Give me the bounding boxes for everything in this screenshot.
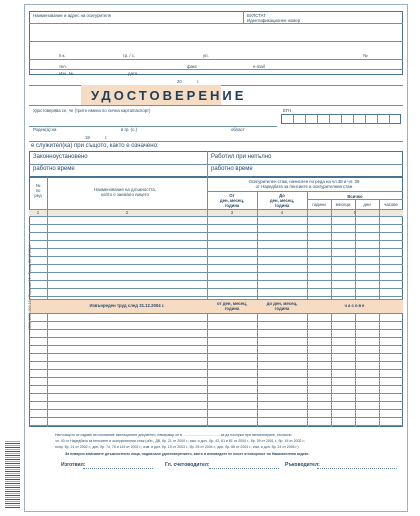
table-row-line xyxy=(29,224,403,225)
print-code: ISBN 1000-002-10 • Поръчка 21 • Тираж 22.12.2014 xyxy=(28,244,32,330)
certificate-sheet xyxy=(24,4,408,512)
overtime-to: до ден, месец, година xyxy=(266,301,298,311)
number-label: № xyxy=(363,53,368,58)
postcode-label: п.к. xyxy=(59,53,66,58)
header-box xyxy=(29,11,403,75)
document-title: УДОСТОВЕРЕНИЕ xyxy=(91,88,247,103)
table-row-line xyxy=(29,385,403,386)
overtime-label: Извънреден труд след 31.12.2004 г. xyxy=(89,303,165,308)
footer-line-1: Настоящото се издава на основание изплащаните документи, намиращи се в ...................................... за да послужи при пенсиониране, съгласно xyxy=(55,433,292,437)
year-prefix: 20 xyxy=(177,79,182,84)
col-no-header: № по ред xyxy=(34,183,42,198)
chief-accountant-label: Гл. счетоводител: xyxy=(165,462,210,468)
num-3: 3 xyxy=(230,210,234,215)
table-row-line xyxy=(29,248,403,249)
footer-note: За невярно вписаните длъжностните лица, подписали удостоверението, както и изповедите не носят отговорност по Наказателния кодекс. xyxy=(65,452,310,456)
overtime-from: от ден, месец, година xyxy=(216,301,248,311)
table-row-line xyxy=(29,393,403,394)
city-label: гр. / с. xyxy=(123,53,136,58)
employment-statement: е служител(ка) при същото, както е означено: xyxy=(31,143,159,149)
prepared-by-label: Изготвил: xyxy=(61,462,86,468)
barcode-image xyxy=(5,440,20,508)
birth-year-unit: г. xyxy=(105,135,108,140)
num-1: 1 xyxy=(36,210,40,215)
table-row-line xyxy=(29,321,403,322)
email-label: e-mail xyxy=(253,64,265,69)
table-row-line xyxy=(29,232,403,233)
footer-line-3: попр. бр. 21 от 2002 г.; доп. бр. 74, 76 и 119 от 2002 г.; изм. и доп. бр. 19 от 2003 г., бр. 25 от 2004 г.; доп. бр. 68 от 2004 г.; изм. и доп. бр. 24 от 2005 г.) xyxy=(55,445,299,449)
phone-label: тел. xyxy=(59,64,67,69)
table-row-line xyxy=(29,280,403,281)
table-row-line xyxy=(29,296,403,297)
table-row-line xyxy=(29,361,403,362)
date-label: дата xyxy=(128,71,138,76)
table-row-line xyxy=(29,337,403,338)
sub-hours: часове xyxy=(384,202,398,207)
egn-label: ЕГН xyxy=(283,108,292,113)
table-row-line xyxy=(29,353,403,354)
table-row-line xyxy=(29,272,403,273)
table-row-line xyxy=(29,288,403,289)
overtime-hours: часове xyxy=(344,303,366,308)
col-insured-header: Осигурителен стаж, начислен по реда на чл.38 и чл. 39 от Наредбата за пенсиите и осигурителния стаж xyxy=(248,179,360,189)
region-label: област xyxy=(231,127,245,132)
sub-days: дни xyxy=(363,202,371,207)
table-row-line xyxy=(29,409,403,410)
table-row-line xyxy=(29,345,403,346)
table-row-line xyxy=(29,369,403,370)
street-label: ул. xyxy=(203,53,209,58)
bulstat-label: БУЛСТАТ xyxy=(247,13,266,18)
table-row-line xyxy=(29,256,403,257)
parttime-sub: работно време xyxy=(211,166,253,172)
sub-months: месеци xyxy=(335,202,351,207)
footer-line-2: чл. 40 от Наредбата за пенсиите и осигурителния стаж (обн., ДВ, бр. 21 от 2000 г.; изм. и доп., бр. 42, 61 и 81 от 2000 г., бр. 39 от 2001 г., бр. 19 от 2002 г.; xyxy=(55,439,306,443)
table-row-line xyxy=(29,240,403,241)
year-unit: г. xyxy=(197,79,200,84)
col-from-header: От ден, месец, година xyxy=(219,193,245,208)
outgoing-number-label: Изх. № xyxy=(59,71,74,76)
table-row-line xyxy=(29,417,403,418)
parttime-label: Работил при непълно xyxy=(211,154,272,160)
employer-name-label: Наименование и адрес на осигурителя xyxy=(33,13,111,18)
col-total-header: Всичко xyxy=(347,194,363,199)
col-to-header: До ден, месец, година xyxy=(269,193,295,208)
num-2: 2 xyxy=(125,210,129,215)
id-number-label: Идентификационен номер xyxy=(247,18,301,23)
certifies-label: Удостоверява се, че (трите имена по лична карта/паспорт) xyxy=(33,108,151,113)
legal-worktime-sub: работно време xyxy=(33,166,75,172)
col-position-header: Наименование на длъжността, която е заемало лицето xyxy=(94,187,156,197)
num-4: 4 xyxy=(280,210,284,215)
legal-worktime-label: Законноустановено xyxy=(33,154,88,160)
sub-years: години xyxy=(312,202,326,207)
table-row-line xyxy=(29,425,403,426)
born-label: Роден(а) на xyxy=(33,127,57,132)
num-5: 5 xyxy=(353,210,357,215)
table-row-line xyxy=(29,329,403,330)
table-row-line xyxy=(29,401,403,402)
birth-year-prefix: 19 xyxy=(85,135,90,140)
birthplace-label: в гр. (с.) xyxy=(121,127,138,132)
manager-label: Ръководител: xyxy=(285,462,320,468)
table-row-line xyxy=(29,377,403,378)
fax-label: факс xyxy=(187,64,198,69)
table-row-line xyxy=(29,264,403,265)
